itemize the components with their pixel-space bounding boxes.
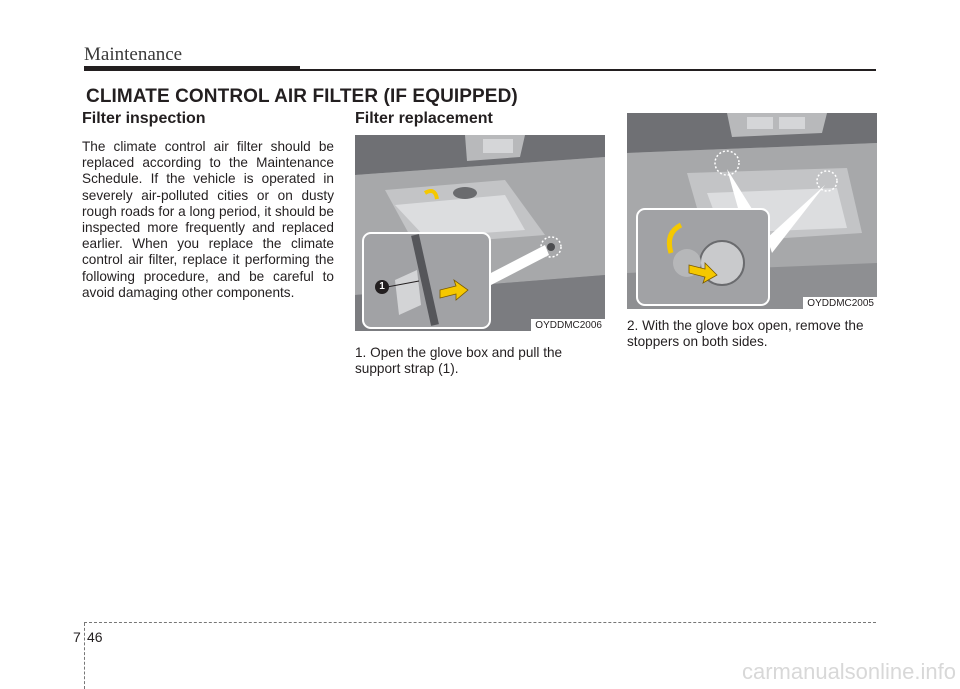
watermark: carmanualsonline.info (741, 659, 956, 684)
figure-code-label: OYDDMC2005 (803, 297, 877, 309)
glove-box-strap-illustration (355, 135, 605, 331)
step-text: Open the glove box and pull the support strap (1). (355, 345, 563, 377)
step-number: 2. (627, 318, 639, 333)
glove-box-stoppers-drawing (627, 113, 877, 309)
step-number: 1. (355, 345, 367, 360)
section-title: CLIMATE CONTROL AIR FILTER (IF EQUIPPED) (86, 86, 518, 107)
footer-rule (84, 622, 876, 623)
step-1 (355, 345, 607, 377)
step-text: With the glove box open, remove the stoppers on both sides. (627, 318, 864, 350)
footer-chapter-number: 7 (73, 629, 81, 645)
footer-divider (84, 623, 85, 689)
callout-marker: 1 (375, 280, 389, 294)
step-2 (627, 318, 879, 350)
header-rule (300, 69, 876, 71)
footer-page-number: 46 (87, 629, 103, 645)
header-section-label: Maintenance (84, 44, 183, 65)
glove-box-stoppers-illustration (627, 113, 877, 309)
filter-inspection-body: The climate control air filter should be replaced according to the Maintenance Schedule. If the vehicle is operated in severely air-polluted cities or on dusty rough roads for a long period, it should be inspected more frequently and replaced earlier. When you replace the climate control air filter, replace it performing the following procedure, and be careful to avoid damaging other components. (82, 139, 334, 300)
header-bar (84, 66, 300, 71)
filter-replacement-heading: Filter replacement (355, 110, 493, 127)
figure-code-label: OYDDMC2006 (531, 319, 605, 331)
glove-box-strap-drawing (355, 135, 605, 331)
filter-inspection-heading: Filter inspection (82, 110, 206, 127)
